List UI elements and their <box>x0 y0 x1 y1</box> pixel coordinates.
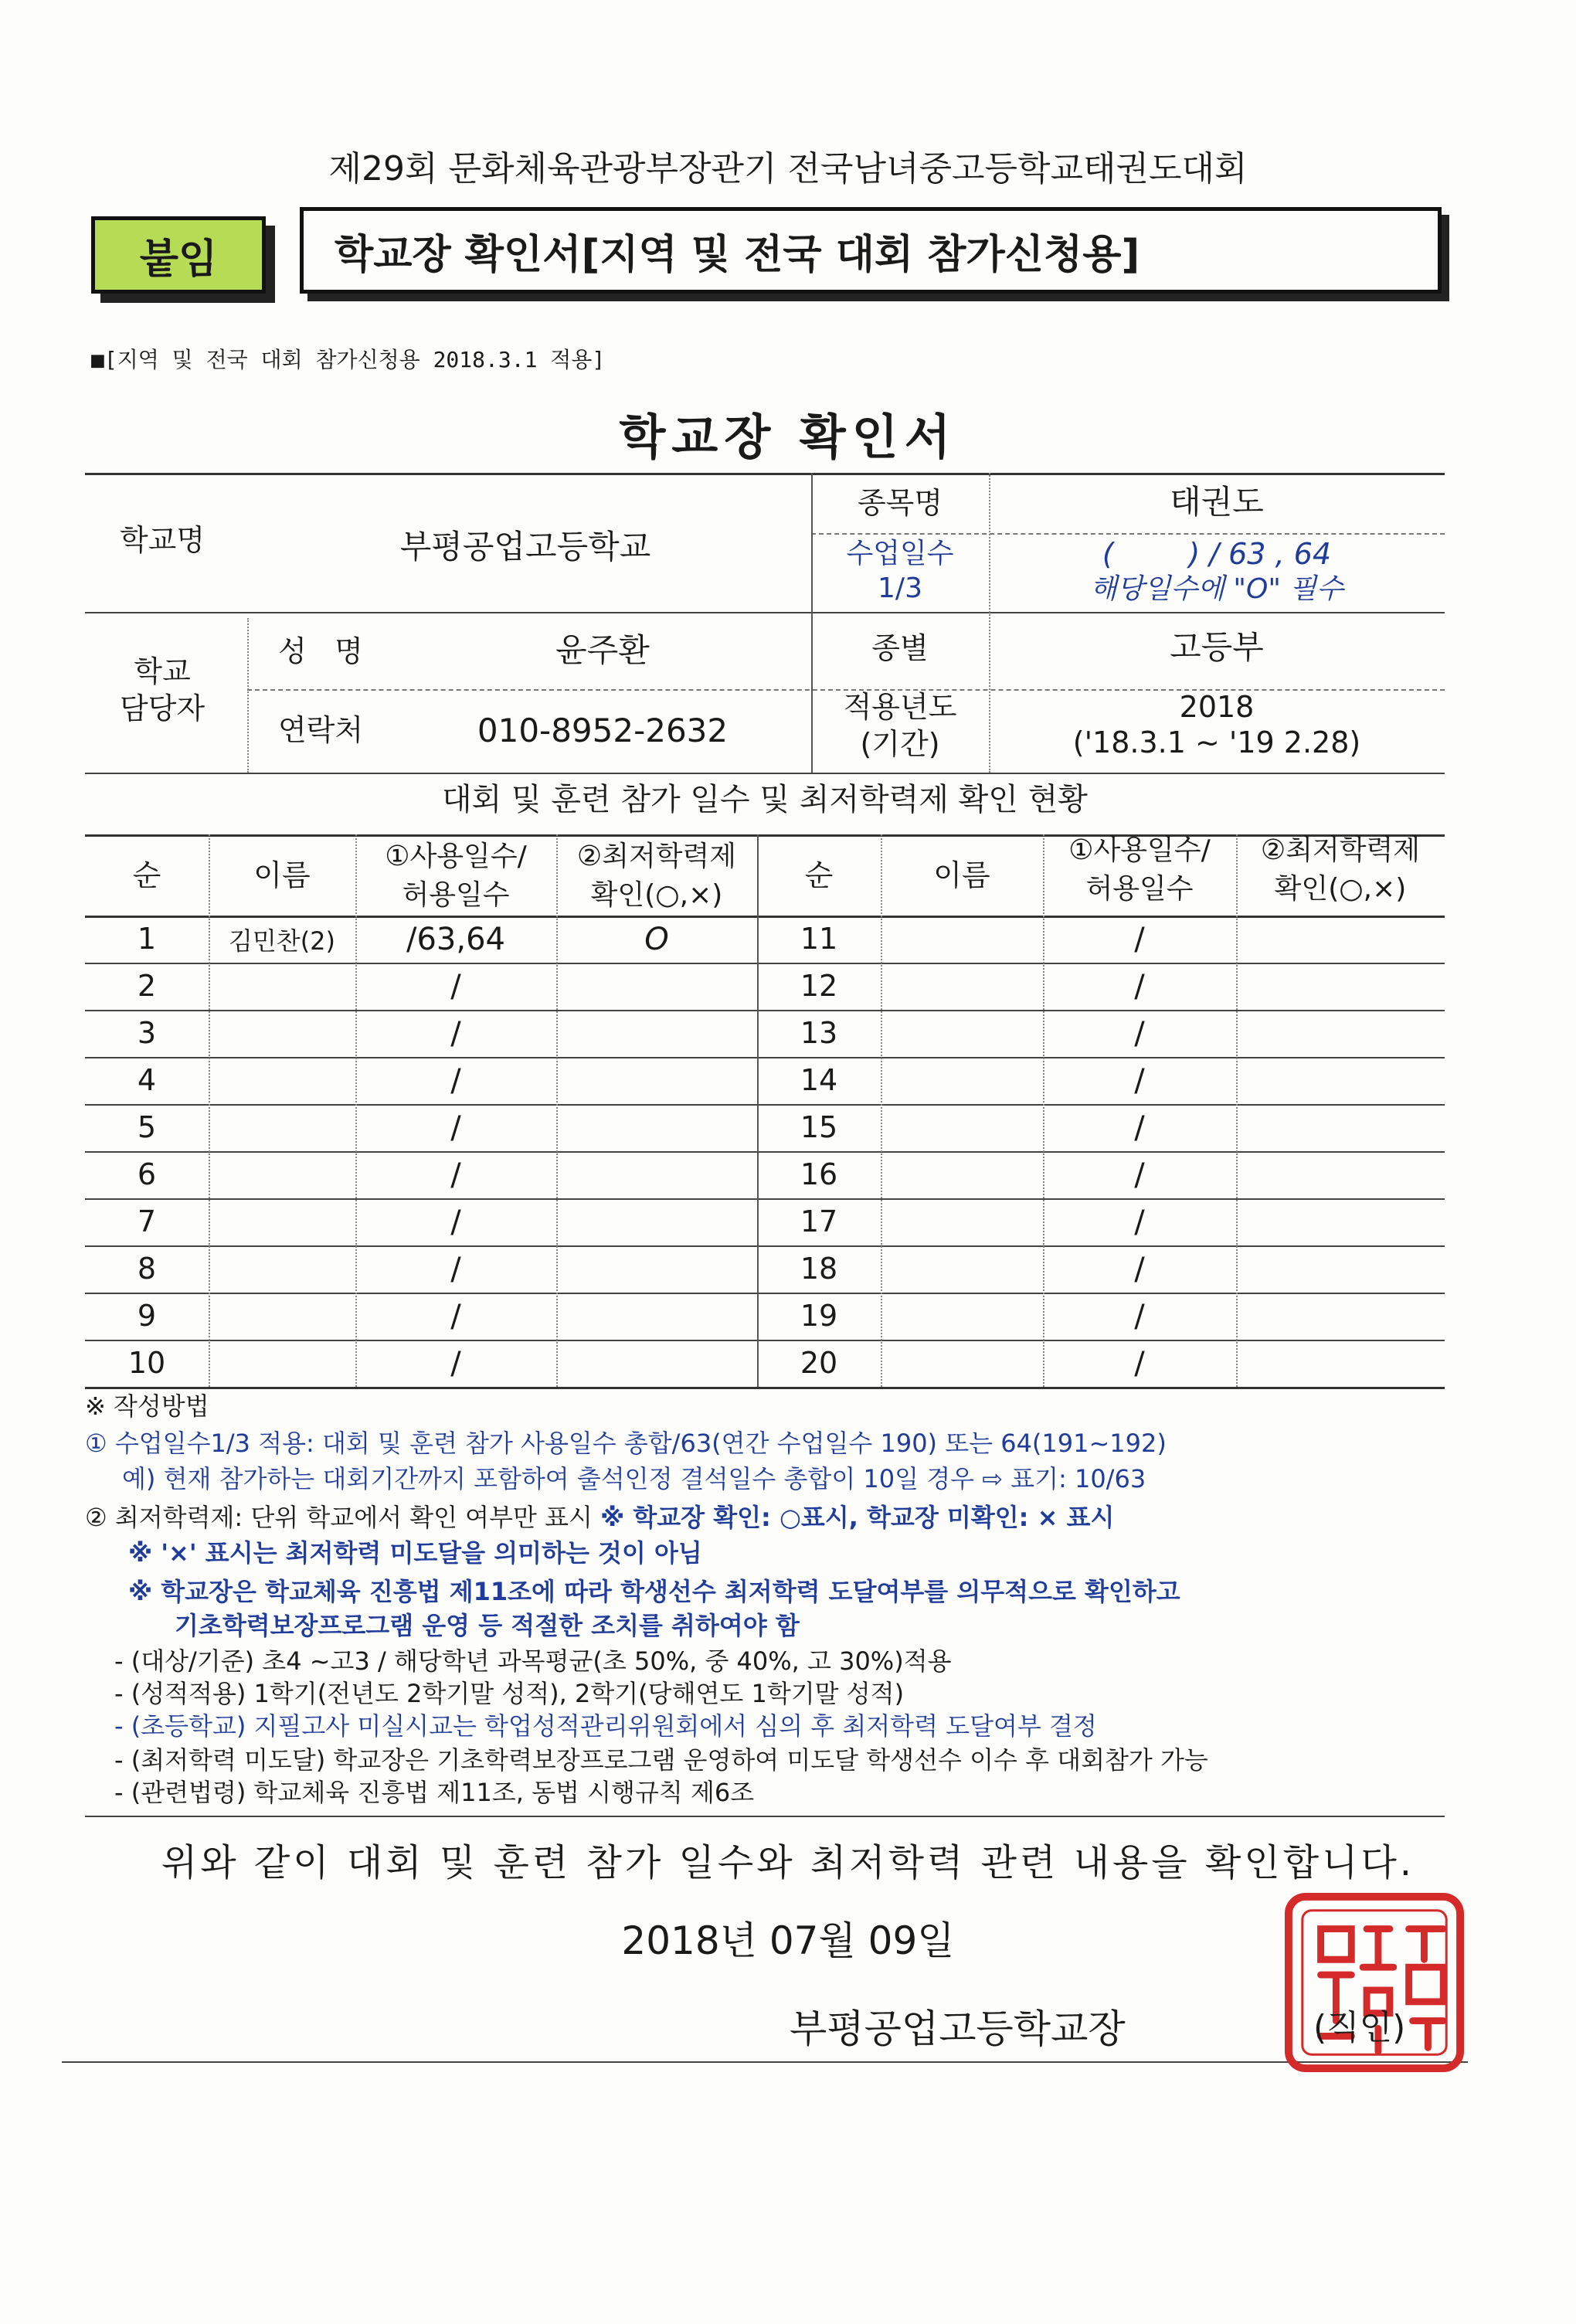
year-period: ('18.3.1 ~ '19 2.28) <box>1072 725 1361 759</box>
instruction-dash2: - (성적적용) 1학기(전년도 2학기말 성적), 2학기(당해연도 1학기말 성적) <box>114 1679 905 1708</box>
instruction-item2-line2: ※ '×' 표시는 최저학력 미도달을 의미하는 것이 아님 <box>128 1538 702 1568</box>
header-name-left: 이름 <box>253 858 311 892</box>
instruction-dash4: - (최저학력 미도달) 학교장은 기초학력보장프로그램 운영하여 미도달 학생선수 이수 후 대회참가 가능 <box>114 1745 1208 1775</box>
table-row-line <box>85 1104 1445 1106</box>
note-top: ■[지역 및 전국 대회 참가신청용 2018.3.1 적용] <box>91 347 606 372</box>
year-value: 2018 <box>1179 690 1255 724</box>
event-title: 제29회 문화체육관광부장관기 전국남녀중고등학교태권도대회 <box>328 149 1248 189</box>
status-title: 대회 및 훈련 참가 일수 및 최저학력제 확인 현황 <box>442 782 1088 817</box>
table-row-line <box>85 1245 1445 1247</box>
header-no-right: 순 <box>804 858 834 892</box>
form-title: 학교장 확인서[지역 및 전국 대회 참가신청용] <box>300 207 1442 294</box>
instruction-item2-note: ※ 학교장 확인: ○표시, 학교장 미확인: × 표시 <box>600 1503 1115 1532</box>
header-name-right: 이름 <box>933 858 990 892</box>
table-row-line <box>85 1198 1445 1200</box>
row-number: 9 <box>137 1299 157 1333</box>
row-number: 6 <box>137 1157 157 1191</box>
table-row-line <box>85 1151 1445 1153</box>
sport-label: 종목명 <box>857 486 943 520</box>
name-label: 성 명 <box>278 634 363 668</box>
row-number: 8 <box>137 1252 157 1286</box>
used-days: / <box>1134 1063 1145 1099</box>
used-days: / <box>1134 922 1145 957</box>
issue-date: 2018년 07월 09일 <box>621 1918 955 1963</box>
row-number: 13 <box>800 1016 838 1050</box>
manager-label-line2: 담당자 <box>119 691 205 725</box>
manager-label-line1: 학교 <box>134 654 191 688</box>
instruction-item2-line3: ※ 학교장은 학교체육 진흥법 제11조에 따라 학생선수 최저학력 도달여부를 의무적으로 확인하고 <box>128 1577 1180 1606</box>
row-number: 19 <box>800 1299 838 1333</box>
used-days: / <box>450 1063 461 1099</box>
bottom-divider <box>62 2061 1468 2063</box>
row-number: 3 <box>137 1016 157 1050</box>
instruction-item2-line1 <box>85 1502 1114 1534</box>
min-academic-check: O <box>644 922 669 957</box>
info-divider <box>85 612 1445 613</box>
contact-value: 010-8952-2632 <box>477 712 729 749</box>
used-days: / <box>1134 1016 1145 1052</box>
instruction-dash1: - (대상/기준) 초4 ~고3 / 해당학년 과목평균(초 50%, 중 40%, 고 30%)적용 <box>114 1646 952 1676</box>
division-label: 종별 <box>871 631 929 665</box>
sport-value: 태권도 <box>1170 483 1264 521</box>
header-used-right-1: ①사용일수/ <box>1068 834 1211 866</box>
school-name: 부평공업고등학교 <box>399 528 651 566</box>
class-days-note: 해당일수에 "O" 필수 <box>1090 573 1343 605</box>
header-min-left-1: ②최저학력제 <box>576 841 737 872</box>
used-days: / <box>450 1016 461 1052</box>
document-title: 학교장 확인서 <box>619 409 957 465</box>
used-days: / <box>450 1157 461 1193</box>
row-number: 5 <box>137 1110 157 1144</box>
row-number: 14 <box>800 1063 838 1097</box>
instruction-item1-line1: ① 수업일수1/3 적용: 대회 및 훈련 참가 사용일수 총합/63(연간 수업일수 190) 또는 64(191~192) <box>85 1429 1167 1458</box>
confirmation-text: 위와 같이 대회 및 훈련 참가 일수와 최저학력 관련 내용을 확인합니다. <box>161 1841 1415 1884</box>
used-days: / <box>1134 1204 1145 1240</box>
instructions-heading: ※ 작성방법 <box>85 1391 209 1421</box>
row-number: 11 <box>800 922 838 956</box>
table-column-divider <box>1236 834 1238 1387</box>
contact-label: 연락처 <box>277 713 364 747</box>
row-number: 10 <box>127 1346 166 1380</box>
seal-label: (직인) <box>1313 2008 1406 2047</box>
row-number: 15 <box>800 1110 838 1144</box>
athlete-name: 김민찬(2) <box>228 926 336 956</box>
class-days-value: ( ) / 63 , 64 <box>1102 537 1332 571</box>
principal-title: 부평공업고등학교장 <box>790 2006 1126 2051</box>
instruction-item1-line2: 예) 현재 참가하는 대회기간까지 포함하여 출석인정 결석일수 총합이 10일 경우 ⇨ 표기: 10/63 <box>122 1464 1146 1493</box>
used-days: / <box>450 1204 461 1240</box>
header-used-left-1: ①사용일수/ <box>385 841 527 872</box>
used-days: / <box>450 969 461 1004</box>
table-row-line <box>85 1340 1445 1341</box>
school-label: 학교명 <box>119 523 205 557</box>
instruction-item2-text: ② 최저학력제: 단위 학교에서 확인 여부만 표시 <box>85 1503 593 1532</box>
instruction-dash5: - (관련법령) 학교체육 진흥법 제11조, 동법 시행규칙 제6조 <box>114 1778 755 1807</box>
row-number: 4 <box>137 1063 157 1097</box>
row-number: 1 <box>137 922 157 956</box>
table-bottom-border <box>85 1387 1445 1389</box>
confirm-divider <box>85 1816 1445 1817</box>
table-column-divider <box>209 834 210 1387</box>
used-days: / <box>450 1252 461 1287</box>
table-row-line <box>85 1293 1445 1294</box>
header-min-right-1: ②최저학력제 <box>1260 834 1421 866</box>
row-number: 7 <box>137 1204 157 1238</box>
used-days: /63,64 <box>406 922 505 957</box>
used-days: / <box>450 1299 461 1334</box>
used-days: / <box>1134 1299 1145 1334</box>
used-days: / <box>1134 1252 1145 1287</box>
used-days: / <box>1134 1157 1145 1193</box>
row-number: 2 <box>137 969 157 1003</box>
used-days: / <box>450 1110 461 1146</box>
used-days: / <box>1134 1346 1145 1381</box>
instruction-item2-line4: 기초학력보장프로그램 운영 등 적절한 조치를 취하여야 함 <box>175 1611 800 1640</box>
year-label-line2: (기간) <box>860 727 940 761</box>
class-days-label: 수업일수 1/3 <box>846 538 954 604</box>
header-no-left: 순 <box>132 858 161 892</box>
used-days: / <box>450 1346 461 1381</box>
row-number: 17 <box>800 1204 838 1238</box>
table-row-line <box>85 1057 1445 1058</box>
row-number: 18 <box>800 1252 838 1286</box>
table-column-divider <box>556 834 558 1387</box>
header-min-left-2: 확인(○,×) <box>590 879 723 911</box>
year-label-line1: 적용년도 <box>843 690 957 724</box>
table-row-line <box>85 963 1445 964</box>
header-used-right-2: 허용일수 <box>1085 873 1194 905</box>
used-days: / <box>1134 1110 1145 1146</box>
table-header-border <box>85 916 1445 918</box>
header-min-right-2: 확인(○,×) <box>1274 873 1407 905</box>
info-table-top-border <box>85 473 1445 475</box>
header-used-left-2: 허용일수 <box>402 879 510 911</box>
table-row-line <box>85 1010 1445 1011</box>
row-number: 16 <box>800 1157 838 1191</box>
table-column-divider <box>881 834 882 1387</box>
attachment-badge: 붙임 <box>91 216 266 294</box>
instruction-dash3: - (초등학교) 지필고사 미실시교는 학업성적관리위원회에서 심의 후 최저학력 도달여부 결정 <box>114 1711 1097 1741</box>
row-number: 20 <box>800 1346 838 1380</box>
row-number: 12 <box>800 969 838 1003</box>
division-value: 고등부 <box>1170 628 1264 666</box>
manager-name: 윤주환 <box>555 631 650 669</box>
used-days: / <box>1134 969 1145 1004</box>
info-divider <box>811 533 1445 535</box>
info-divider <box>85 773 1445 774</box>
